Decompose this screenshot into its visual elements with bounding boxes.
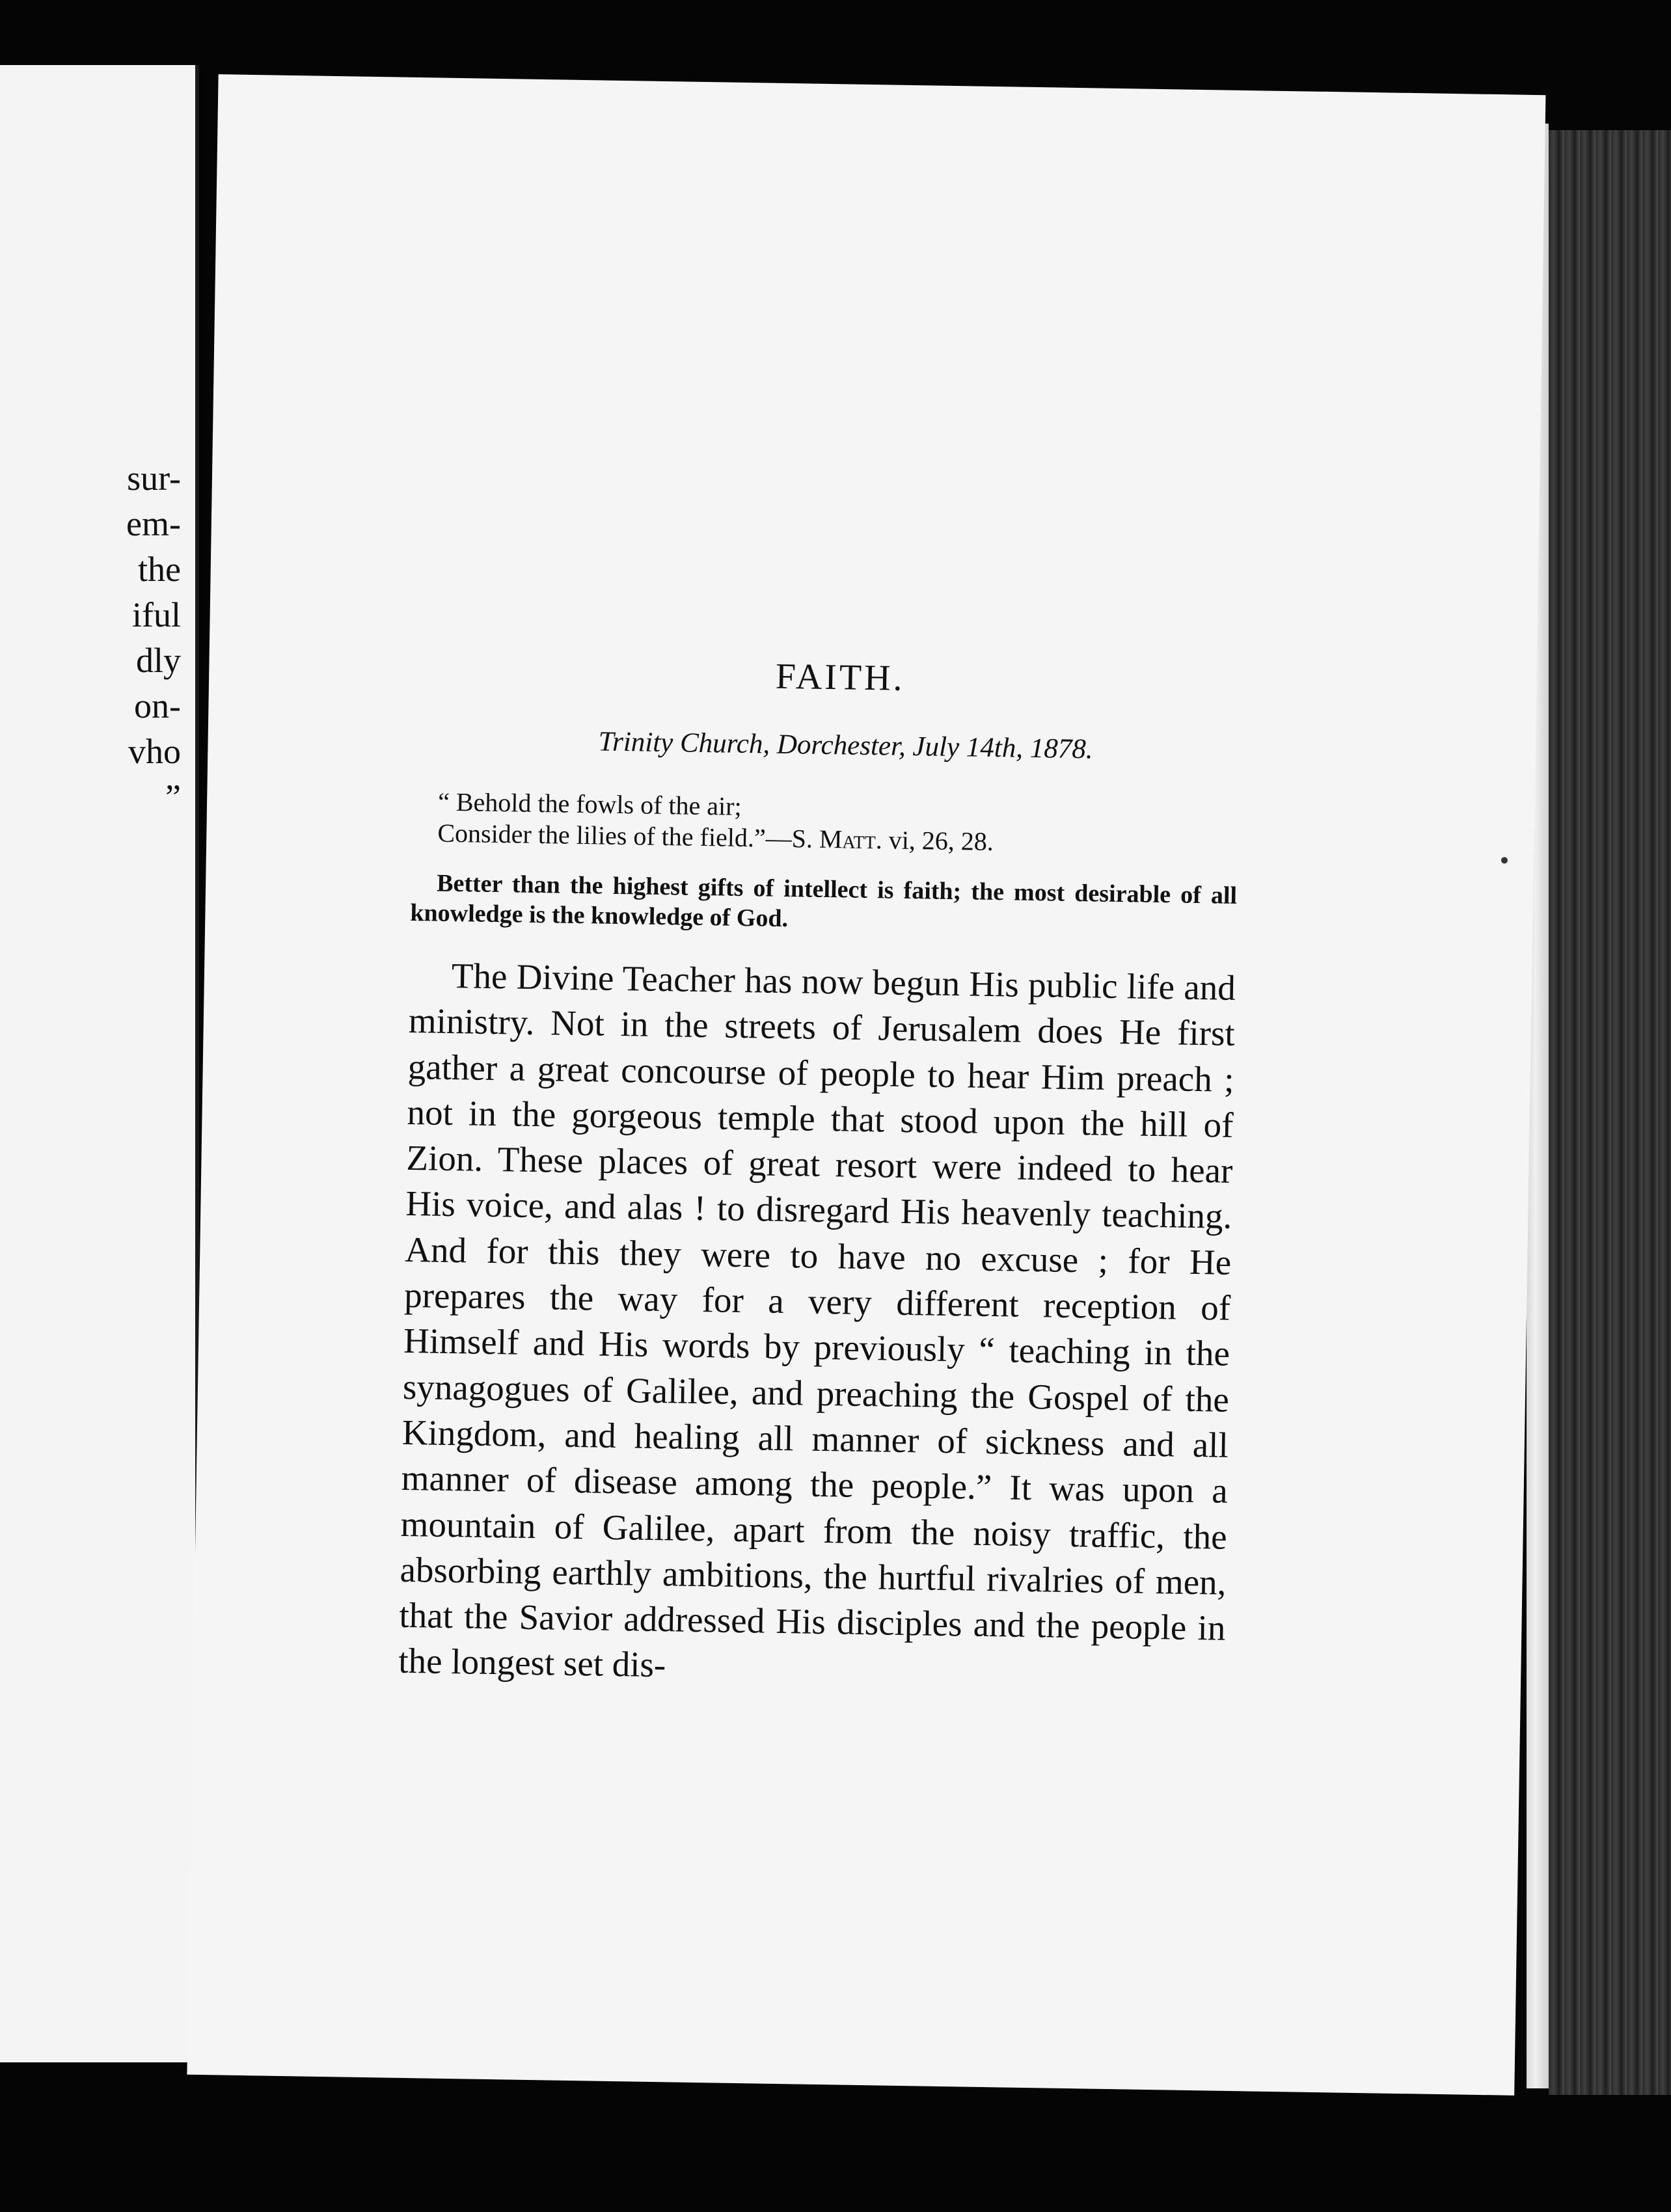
left-line: dly [135, 641, 181, 680]
sermon-occasion: Trinity Church, Dorchester, July 14th, 1878. [598, 726, 1093, 765]
left-page-text-fragment [126, 455, 181, 820]
main-page [187, 74, 1545, 2096]
epigraph-source-name: Matt [819, 824, 876, 855]
left-line: ” [165, 777, 181, 816]
page-title: FAITH. [775, 656, 906, 699]
left-line: iful [132, 595, 181, 634]
left-line: the [138, 550, 181, 589]
book-spine [1549, 130, 1671, 2095]
left-line: em- [126, 504, 181, 543]
epigraph-line-1: “ Behold the fowls of the air; [437, 787, 742, 821]
left-line: sur- [127, 459, 181, 498]
body-paragraph: The Divine Teacher has now begun His public life and ministry. Not in the streets of Jerusalem does He first gather a great concourse of people to hear Him preach ; not in the gorgeous temple that stood upon the hill of Zion. These places of great resort were indeed to hear His voice, and alas ! to disregard His heavenly teaching. And for this they were to have no excuse ; for He prepares the way for a very different reception of Himself and His words by previously “ teaching in the synagogues of Galilee, and preaching the Gospel of the Kingdom, and healing all manner of sickness and all manner of disease among the people.” It was upon a mountain of Galilee, apart from the noisy traffic, the absorbing earthly ambitions, the hurtful rivalries of men, that the Savior addressed His disciples and the people in the longest set dis- [398, 955, 1236, 1685]
left-line: on- [134, 686, 181, 725]
left-page [0, 65, 199, 2062]
epigraph [437, 787, 1238, 861]
sermon-summary: Better than the highest gifts of intellect is faith; the most desirable of all knowledge is the knowledge of God. [410, 869, 1238, 933]
left-line: vho [128, 732, 181, 771]
ink-speck [1501, 857, 1508, 863]
epigraph-text: Consider the lilies of the field.”—S. [437, 818, 820, 854]
page-content [398, 650, 1241, 1697]
epigraph-source-ref: . vi, 26, 28. [875, 825, 994, 857]
